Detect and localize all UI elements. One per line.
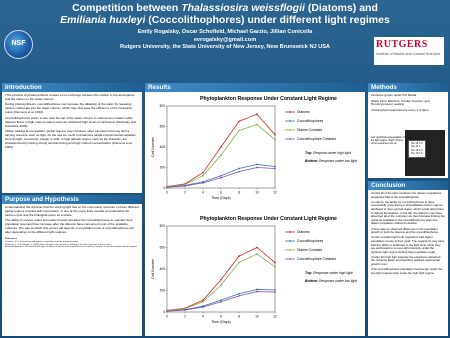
- chart-low-light-svg: [145, 212, 365, 334]
- introduction-panel: [2, 92, 142, 193]
- data-point: [238, 168, 240, 170]
- legend-label: Coccolithophore Constant: [297, 257, 337, 262]
- x-tick-label: 12: [273, 190, 277, 195]
- data-point: [256, 253, 258, 255]
- y-tick-label: 200: [159, 165, 165, 170]
- legend-marker: [289, 111, 291, 113]
- title-species-1: Thalassiosira weissflogii: [181, 2, 305, 14]
- conclusion-paragraph: •There was an observed difference in the population growth of both the diatoms and the coccolithophores.: [371, 226, 439, 235]
- reference-item: Acknowledgements: We thank the Rutgers Institute of Marine and Coastal Sciences and the Coastal Ocean Observation Lab for support.: [5, 246, 138, 249]
- x-tick-label: 2: [184, 190, 186, 195]
- y-tick-label: 400: [159, 267, 165, 272]
- methods-header: Methods: [368, 83, 448, 92]
- data-point: [238, 255, 240, 257]
- intro-paragraph: During photosynthesis, coccolithophores can increase the alkalinity of the water by releasing calcium carbonate into the water column, which may decrease the efficiency of the biological pump (Clemens et al. 2010).: [5, 102, 132, 115]
- x-tick-label: 10: [255, 190, 259, 195]
- data-point: [256, 289, 258, 291]
- x-tick-label: 6: [220, 190, 222, 195]
- data-point: [238, 262, 240, 264]
- data-point: [220, 154, 222, 156]
- references-block: [5, 238, 139, 249]
- data-point: [256, 247, 258, 249]
- data-point: [274, 266, 276, 268]
- light-regime-table: [408, 140, 426, 158]
- data-point: [274, 289, 276, 291]
- purpose-panel: [2, 204, 142, 336]
- chart-high-light: [145, 92, 365, 210]
- legend-label: Diatoms: [297, 110, 310, 115]
- conclusion-panel: [368, 190, 448, 336]
- experiment-photo: [405, 130, 445, 176]
- y-tick-label: 600: [159, 124, 165, 129]
- legend-label: Diatom Constant: [297, 128, 323, 133]
- light-regime-row: %e 10 1.5: [411, 152, 423, 156]
- data-point: [256, 113, 258, 115]
- y-tick-label: 400: [159, 145, 165, 150]
- chart-annotation-bottom: Bottom: Response under low light: [305, 279, 358, 283]
- conclusion-paragraph: •Under all of the light conditions the diatom populations surpassed that of the coccolithophore.: [371, 191, 442, 199]
- x-tick-label: 0: [166, 314, 168, 319]
- data-point: [202, 182, 204, 184]
- data-point: [220, 299, 222, 301]
- legend-marker: [289, 249, 291, 251]
- data-point: [184, 309, 186, 311]
- conclusion-paragraph: •The coccolithophores population lived longer under the low light regimes than under the high light regime.: [371, 267, 443, 275]
- data-point: [274, 134, 276, 136]
- x-tick-label: 8: [238, 190, 240, 195]
- legend-marker: [289, 258, 291, 260]
- results-header: Results: [145, 83, 365, 92]
- data-point: [202, 301, 204, 303]
- legend-label: Coccolithophores: [297, 119, 324, 124]
- introduction-header: Introduction: [2, 83, 142, 92]
- data-point: [220, 279, 222, 281]
- data-point: [238, 295, 240, 297]
- y-tick-label: 800: [159, 104, 165, 109]
- data-point: [256, 124, 258, 126]
- data-point: [238, 171, 240, 173]
- data-point: [220, 301, 222, 303]
- legend-marker: [289, 129, 291, 131]
- nsf-logo: [4, 30, 33, 59]
- results-panel: [145, 92, 365, 336]
- y-tick-label: 800: [159, 224, 165, 229]
- chart-low-light: [145, 212, 365, 334]
- title-text-2: (Diatoms) and: [304, 2, 378, 14]
- nsf-logo-text: NSF: [11, 40, 26, 47]
- x-tick-label: 10: [255, 314, 259, 319]
- x-tick-label: 2: [184, 314, 186, 319]
- data-point: [256, 291, 258, 293]
- data-point: [202, 306, 204, 308]
- y-tick-label: 600: [159, 245, 165, 250]
- methods-item: •Cultures grown under F/2 Media: [371, 93, 417, 97]
- data-point: [274, 139, 276, 141]
- x-tick-label: 4: [202, 190, 204, 195]
- conclusion-paragraph: •Under the high light intensity the organisms absorbed the nutrients faster and therefore reached exponential growth more.: [371, 254, 441, 267]
- x-axis-label: Time (Days): [211, 320, 231, 324]
- data-point: [202, 172, 204, 174]
- x-tick-label: 0: [166, 190, 168, 195]
- y-tick-label: 0: [163, 186, 165, 191]
- references-label: References: [5, 237, 17, 240]
- affiliation: Rutgers University, the State University of New Jersey, New Brunswick NJ USA: [120, 44, 330, 50]
- data-point: [256, 167, 258, 169]
- methods-panel: [368, 92, 448, 178]
- data-point: [220, 284, 222, 286]
- x-tick-label: 12: [273, 314, 277, 319]
- reference-item: Clemens, S.C. Diatom/coccolithophore competition and the biological pump.: [5, 240, 79, 243]
- data-point: [274, 168, 276, 170]
- data-point: [274, 291, 276, 293]
- data-point: [202, 175, 204, 177]
- legend-label: Coccolithophore Constant: [297, 137, 337, 142]
- x-tick-label: 8: [238, 314, 240, 319]
- author-email: evrogalsky@gmail.com: [193, 36, 257, 43]
- data-point: [166, 186, 168, 188]
- conclusion-paragraph: •In nature, the ability for coccolithophores to have successfully grow during a phytoplankton bloom may be attributed to their survival states, which would allow them to defend themselves. In the lab, the diatoms may have absorbed all of the nutrients into their biomass limiting the nutrients available to the coccolithophores when the diatom population started to decline.: [371, 199, 445, 226]
- chart-title: Phytoplankton Response Under Constant Light Regime: [200, 216, 337, 222]
- rutgers-logo: [374, 37, 444, 65]
- title-text-3: (Coccolithophores) under different light regimes: [145, 14, 390, 26]
- purpose-paragraph: The ability to survive under low nutrient levels will allow the coccolithophores to maintain their population level and then increase after the diatoms have consumed most of the available nutrients. The rate at which this occurs will depend on population level of coccolithophores will alter depending on the different light regimes.: [5, 218, 134, 235]
- conclusion-header: Conclusion: [368, 181, 448, 190]
- x-axis-label: Time (Days): [211, 196, 231, 200]
- title-text-1: Competition between: [72, 2, 182, 14]
- rutgers-logo-text: RUTGERS: [376, 39, 428, 50]
- legend-marker: [289, 120, 291, 122]
- x-tick-label: 4: [202, 314, 204, 319]
- methods-item: •Daily Flora Machine, Coulter Counter, and Hemocytometer reading: [371, 98, 430, 107]
- chart-annotation-top: Top: Respond under high light: [305, 151, 351, 155]
- legend-label: Diatom Constant: [297, 248, 323, 253]
- data-point: [166, 310, 168, 312]
- legend-label: Coccolithophores: [297, 239, 324, 244]
- data-point: [238, 130, 240, 132]
- data-point: [184, 184, 186, 186]
- y-axis-label: Cell Number: [151, 259, 155, 279]
- data-point: [238, 120, 240, 122]
- chart-annotation-bottom: Bottom: Response under low light: [305, 159, 358, 163]
- legend-label: Diatoms: [297, 230, 310, 235]
- title-species-2: Emiliania huxleyi: [60, 14, 146, 26]
- legend-marker: [289, 138, 291, 140]
- conclusion-paragraph: •Under constant light both organisms had higher population counts at their peak. The organisms may have had the ability to acclimate to the light level, while they are acclimated to a mean light intensity under the dynamic light regime limiting their population peak.: [371, 235, 445, 254]
- rutgers-logo-subtitle: Institute of Marine and Coastal Sciences: [376, 52, 441, 56]
- legend-marker: [289, 240, 291, 242]
- light-regime-row: %e 15 1.0: [411, 142, 423, 145]
- data-point: [238, 293, 240, 295]
- y-tick-label: 200: [159, 288, 165, 293]
- plot-area: [167, 226, 275, 312]
- author-block: [60, 29, 390, 52]
- purpose-paragraph: Understanding the dynamic that the varying light has on the community structure in these different global regions coupled with competition, is one of the many links needed to understand the carbon cycle and the biological pump as a whole.: [5, 205, 139, 217]
- data-point: [256, 164, 258, 166]
- data-point: [220, 175, 222, 177]
- data-point: [274, 166, 276, 168]
- methods-caption: Left: graphical representation of the light regime. Right: Picture of the experiment set up: [371, 136, 405, 145]
- poster-title: [60, 2, 390, 26]
- methods-item: •Chlorophyll measurement every 2-3 days: [371, 107, 429, 112]
- x-tick-label: 6: [220, 314, 222, 319]
- intro-paragraph: •When looking at competition, global regions may introduce other elements that may limit a varying resource such as light. As the sea ice melts in Antarctica partial environmental variables, such as light, community margin to shift. In high latitude region, such as the Antarctic, are characterized by having strong vertical mixing and high nutrient concentration (Clemens et al. 2009).: [5, 129, 137, 149]
- chart-high-light-svg: [145, 92, 365, 210]
- y-axis-label: Cell Number: [151, 137, 155, 157]
- chart-title: Phytoplankton Response Under Constant Light Regime: [200, 96, 337, 102]
- intro-paragraph: •Coccolithophores prefer to live near the top of the water column in nutrient-poor waters while diatoms thrive in high nutrient waters and can withstand high levels of turbulence (Dubinsky and Schofield, 2009).: [5, 115, 137, 128]
- data-point: [274, 262, 276, 264]
- purpose-header: Purpose and Hypothesis: [2, 195, 142, 204]
- data-point: [184, 185, 186, 187]
- data-point: [220, 177, 222, 179]
- author-names: Emily Rogalsky, Oscar Schofield, Michael Garzio, Jillian Conicella: [137, 29, 313, 35]
- light-regime-row: %e 15 1: [411, 145, 421, 149]
- light-regime-row: %e 10 1.0: [411, 148, 423, 152]
- chart-annotation-top: Top: Response under high light: [305, 271, 353, 275]
- intro-paragraph: •The process of photosynthesis creates a net exchange between the carbon in the atmosphere and the carbon in the water column.: [5, 93, 135, 101]
- y-tick-label: 0: [163, 310, 165, 315]
- data-point: [220, 146, 222, 148]
- legend-marker: [289, 231, 291, 233]
- reference-item: Dubinsky, Z. & Schofield, O. (2009) From the light to the darkness: thriving at the light extremes in the oceans.: [5, 243, 112, 246]
